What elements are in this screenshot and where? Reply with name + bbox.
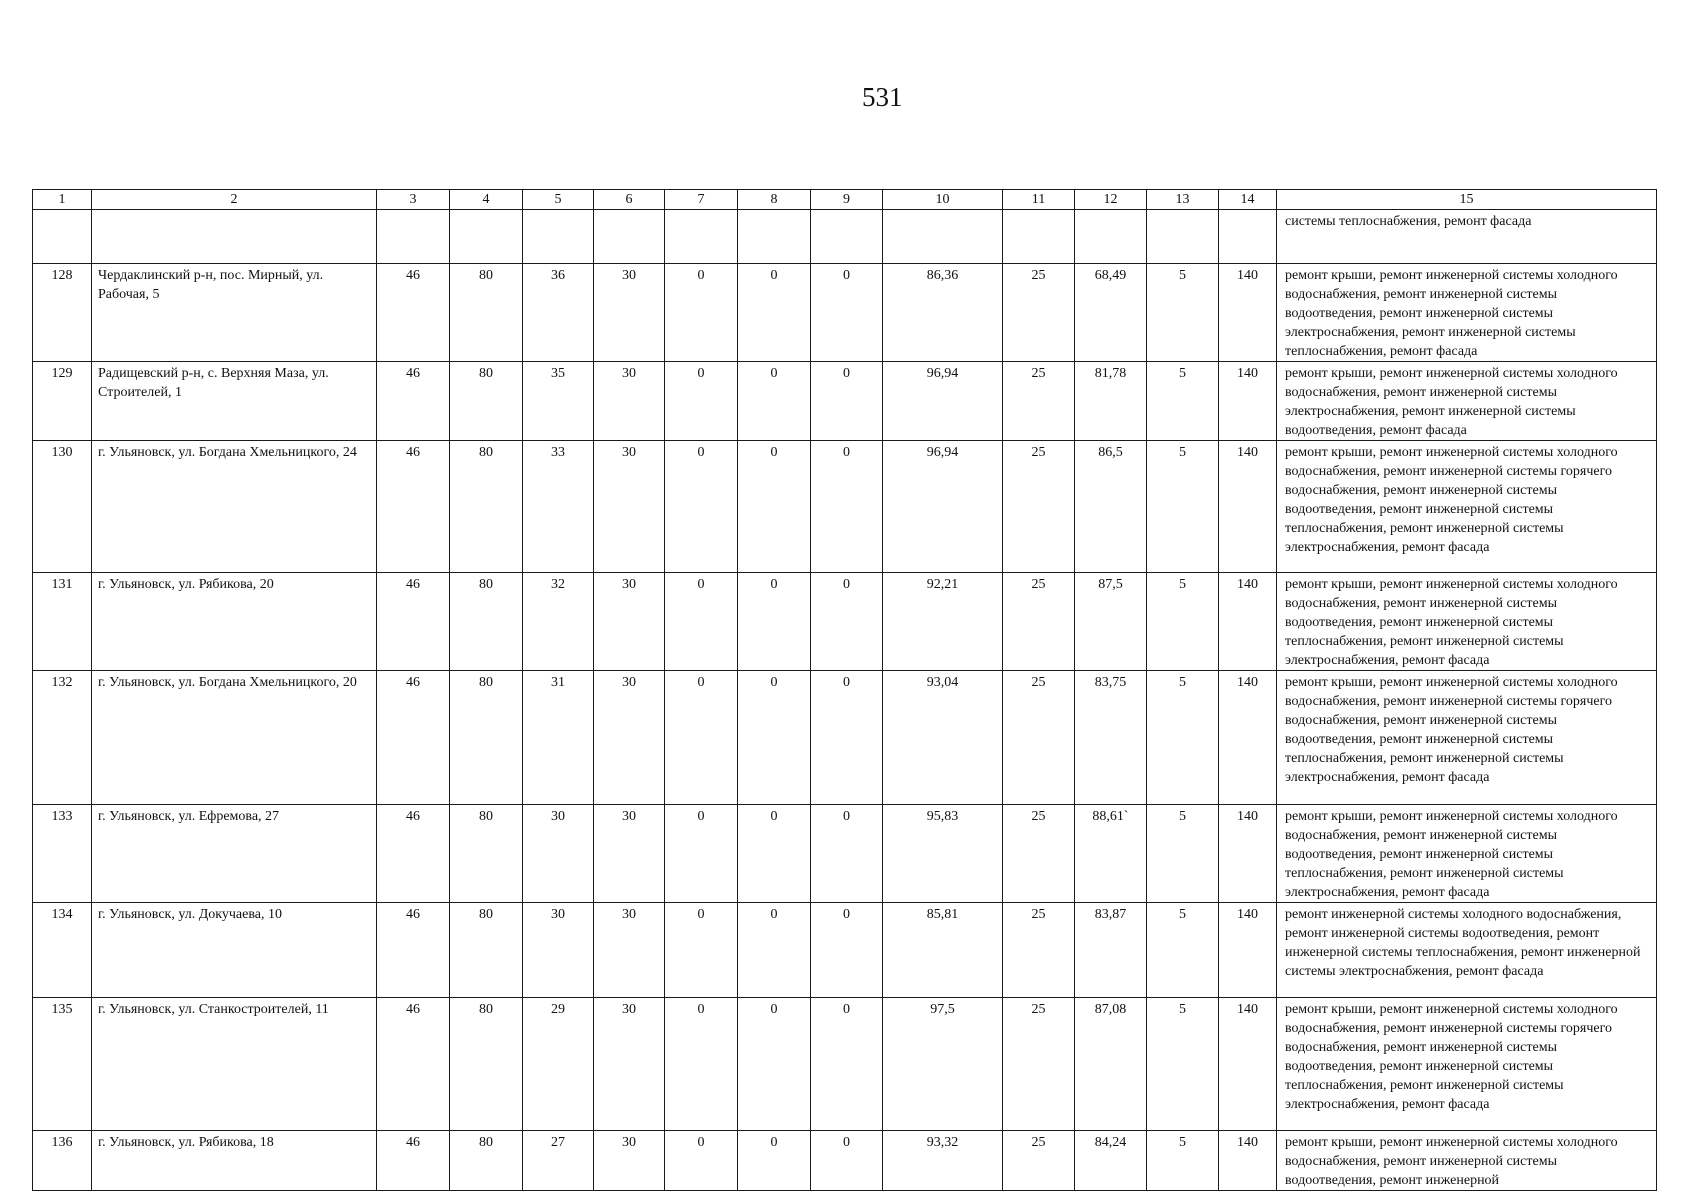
- value-cell: 30: [523, 805, 594, 903]
- value-cell: 0: [738, 441, 811, 573]
- value-cell: 25: [1003, 805, 1075, 903]
- value-cell: 0: [811, 805, 883, 903]
- value-cell: 25: [1003, 903, 1075, 998]
- value-cell: 30: [594, 903, 665, 998]
- works-description-cell: ремонт инженерной системы холодного водоснабжения, ремонт инженерной системы водоотведения, ремонт инженерной системы теплоснабжения, ремонт инженерной системы электроснабжения, ремонт фасада: [1277, 903, 1657, 998]
- value-cell: 0: [738, 671, 811, 805]
- value-cell: 0: [665, 441, 738, 573]
- table-row: [33, 805, 1657, 903]
- value-cell: 80: [450, 573, 523, 671]
- column-header-14: 14: [1219, 190, 1277, 210]
- value-cell: 80: [450, 1131, 523, 1191]
- value-cell: 0: [811, 671, 883, 805]
- value-cell: 0: [665, 671, 738, 805]
- value-cell: [1147, 210, 1219, 264]
- value-cell: 0: [811, 573, 883, 671]
- table-row: [33, 210, 1657, 264]
- value-cell: 25: [1003, 264, 1075, 362]
- value-cell: 81,78: [1075, 362, 1147, 441]
- address-cell: г. Ульяновск, ул. Ефремова, 27: [92, 805, 377, 903]
- table-row: [33, 264, 1657, 362]
- works-description-cell: ремонт крыши, ремонт инженерной системы холодного водоснабжения, ремонт инженерной системы водоотведения, ремонт инженерной системы теплоснабжения, ремонт инженерной системы электроснабжения, ремонт фасада: [1277, 805, 1657, 903]
- value-cell: 80: [450, 805, 523, 903]
- value-cell: 25: [1003, 362, 1075, 441]
- value-cell: 0: [738, 998, 811, 1131]
- value-cell: 46: [377, 903, 450, 998]
- value-cell: [1075, 210, 1147, 264]
- value-cell: 86,36: [883, 264, 1003, 362]
- value-cell: [377, 210, 450, 264]
- value-cell: 0: [665, 998, 738, 1131]
- value-cell: 83,75: [1075, 671, 1147, 805]
- column-header-4: 4: [450, 190, 523, 210]
- value-cell: 30: [594, 805, 665, 903]
- value-cell: 80: [450, 998, 523, 1131]
- column-header-2: 2: [92, 190, 377, 210]
- value-cell: 0: [738, 903, 811, 998]
- value-cell: 68,49: [1075, 264, 1147, 362]
- value-cell: [523, 210, 594, 264]
- works-description-cell: ремонт крыши, ремонт инженерной системы холодного водоснабжения, ремонт инженерной системы водоотведения, ремонт инженерной: [1277, 1131, 1657, 1191]
- value-cell: 80: [450, 671, 523, 805]
- value-cell: 80: [450, 903, 523, 998]
- value-cell: [665, 210, 738, 264]
- value-cell: 30: [594, 264, 665, 362]
- works-description-cell: ремонт крыши, ремонт инженерной системы холодного водоснабжения, ремонт инженерной системы электроснабжения, ремонт инженерной системы водоотведения, ремонт фасада: [1277, 362, 1657, 441]
- value-cell: 0: [738, 1131, 811, 1191]
- value-cell: 46: [377, 671, 450, 805]
- column-header-7: 7: [665, 190, 738, 210]
- value-cell: 96,94: [883, 441, 1003, 573]
- value-cell: 5: [1147, 805, 1219, 903]
- value-cell: 140: [1219, 441, 1277, 573]
- column-header-1: 1: [33, 190, 92, 210]
- works-description-cell: системы теплоснабжения, ремонт фасада: [1277, 210, 1657, 264]
- table-row: [33, 903, 1657, 998]
- column-header-3: 3: [377, 190, 450, 210]
- value-cell: [811, 210, 883, 264]
- value-cell: 0: [811, 362, 883, 441]
- row-number-cell: 131: [33, 573, 92, 671]
- value-cell: 85,81: [883, 903, 1003, 998]
- works-description-cell: ремонт крыши, ремонт инженерной системы холодного водоснабжения, ремонт инженерной системы водоотведения, ремонт инженерной системы электроснабжения, ремонт инженерной системы теплоснабжения, ремонт фасада: [1277, 264, 1657, 362]
- value-cell: 46: [377, 441, 450, 573]
- value-cell: 30: [594, 998, 665, 1131]
- value-cell: [1003, 210, 1075, 264]
- address-cell: г. Ульяновск, ул. Рябикова, 18: [92, 1131, 377, 1191]
- value-cell: 25: [1003, 573, 1075, 671]
- value-cell: 0: [811, 441, 883, 573]
- row-number-cell: 132: [33, 671, 92, 805]
- value-cell: 0: [665, 573, 738, 671]
- row-number-cell: 136: [33, 1131, 92, 1191]
- value-cell: 80: [450, 441, 523, 573]
- table-row: [33, 441, 1657, 573]
- header-row: [33, 190, 1657, 210]
- row-number-cell: 134: [33, 903, 92, 998]
- value-cell: 84,24: [1075, 1131, 1147, 1191]
- value-cell: [738, 210, 811, 264]
- value-cell: 30: [594, 573, 665, 671]
- value-cell: 92,21: [883, 573, 1003, 671]
- address-cell: [92, 210, 377, 264]
- column-header-6: 6: [594, 190, 665, 210]
- value-cell: 0: [665, 264, 738, 362]
- value-cell: 35: [523, 362, 594, 441]
- value-cell: 0: [665, 1131, 738, 1191]
- column-header-8: 8: [738, 190, 811, 210]
- value-cell: 46: [377, 1131, 450, 1191]
- value-cell: 80: [450, 362, 523, 441]
- value-cell: 140: [1219, 1131, 1277, 1191]
- value-cell: 140: [1219, 998, 1277, 1131]
- value-cell: 30: [594, 671, 665, 805]
- value-cell: 46: [377, 362, 450, 441]
- table-row: [33, 1131, 1657, 1191]
- row-number-cell: 133: [33, 805, 92, 903]
- value-cell: 36: [523, 264, 594, 362]
- row-number-cell: 135: [33, 998, 92, 1131]
- value-cell: 97,5: [883, 998, 1003, 1131]
- address-cell: г. Ульяновск, ул. Станкостроителей, 11: [92, 998, 377, 1131]
- data-table: [32, 189, 1657, 1191]
- value-cell: 140: [1219, 362, 1277, 441]
- value-cell: 88,61`: [1075, 805, 1147, 903]
- value-cell: 140: [1219, 671, 1277, 805]
- row-number-cell: [33, 210, 92, 264]
- value-cell: [1219, 210, 1277, 264]
- value-cell: 30: [594, 1131, 665, 1191]
- column-header-12: 12: [1075, 190, 1147, 210]
- value-cell: 5: [1147, 671, 1219, 805]
- table-row: [33, 362, 1657, 441]
- value-cell: 25: [1003, 998, 1075, 1131]
- value-cell: 96,94: [883, 362, 1003, 441]
- value-cell: 0: [811, 264, 883, 362]
- works-description-cell: ремонт крыши, ремонт инженерной системы холодного водоснабжения, ремонт инженерной системы водоотведения, ремонт инженерной системы теплоснабжения, ремонт инженерной системы электроснабжения, ремонт фасада: [1277, 573, 1657, 671]
- value-cell: 93,04: [883, 671, 1003, 805]
- value-cell: [450, 210, 523, 264]
- value-cell: 0: [811, 903, 883, 998]
- value-cell: 5: [1147, 903, 1219, 998]
- page-number: 531: [862, 82, 903, 112]
- row-number-cell: 130: [33, 441, 92, 573]
- value-cell: 93,32: [883, 1131, 1003, 1191]
- address-cell: г. Ульяновск, ул. Докучаева, 10: [92, 903, 377, 998]
- value-cell: 0: [738, 573, 811, 671]
- address-cell: Чердаклинский р-н, пос. Мирный, ул. Рабочая, 5: [92, 264, 377, 362]
- value-cell: 29: [523, 998, 594, 1131]
- value-cell: 30: [594, 441, 665, 573]
- column-header-5: 5: [523, 190, 594, 210]
- works-description-cell: ремонт крыши, ремонт инженерной системы холодного водоснабжения, ремонт инженерной системы горячего водоснабжения, ремонт инженерной системы водоотведения, ремонт инженерной системы теплоснабжения, ремонт инженерной системы электроснабжения, ремонт фасада: [1277, 441, 1657, 573]
- column-header-15: 15: [1277, 190, 1657, 210]
- table-row: [33, 573, 1657, 671]
- value-cell: 80: [450, 264, 523, 362]
- value-cell: 87,08: [1075, 998, 1147, 1131]
- value-cell: 0: [738, 264, 811, 362]
- value-cell: 30: [594, 362, 665, 441]
- table-row: [33, 671, 1657, 805]
- value-cell: 140: [1219, 805, 1277, 903]
- address-cell: Радищевский р-н, с. Верхняя Маза, ул. Строителей, 1: [92, 362, 377, 441]
- value-cell: 0: [738, 805, 811, 903]
- address-cell: г. Ульяновск, ул. Рябикова, 20: [92, 573, 377, 671]
- address-cell: г. Ульяновск, ул. Богдана Хмельницкого, 24: [92, 441, 377, 573]
- column-header-10: 10: [883, 190, 1003, 210]
- value-cell: 25: [1003, 671, 1075, 805]
- value-cell: 87,5: [1075, 573, 1147, 671]
- column-header-11: 11: [1003, 190, 1075, 210]
- value-cell: 46: [377, 998, 450, 1131]
- value-cell: [883, 210, 1003, 264]
- row-number-cell: 129: [33, 362, 92, 441]
- table-body: [33, 190, 1657, 1191]
- works-description-cell: ремонт крыши, ремонт инженерной системы холодного водоснабжения, ремонт инженерной системы горячего водоснабжения, ремонт инженерной системы водоотведения, ремонт инженерной системы теплоснабжения, ремонт инженерной системы электроснабжения, ремонт фасада: [1277, 998, 1657, 1131]
- value-cell: 31: [523, 671, 594, 805]
- value-cell: 0: [738, 362, 811, 441]
- table-row: [33, 998, 1657, 1131]
- value-cell: 0: [811, 998, 883, 1131]
- value-cell: 86,5: [1075, 441, 1147, 573]
- value-cell: 5: [1147, 1131, 1219, 1191]
- value-cell: 25: [1003, 441, 1075, 573]
- value-cell: 5: [1147, 573, 1219, 671]
- value-cell: 140: [1219, 573, 1277, 671]
- value-cell: 30: [523, 903, 594, 998]
- value-cell: 32: [523, 573, 594, 671]
- value-cell: [594, 210, 665, 264]
- value-cell: 140: [1219, 264, 1277, 362]
- row-number-cell: 128: [33, 264, 92, 362]
- value-cell: 46: [377, 805, 450, 903]
- value-cell: 5: [1147, 998, 1219, 1131]
- value-cell: 5: [1147, 362, 1219, 441]
- value-cell: 33: [523, 441, 594, 573]
- value-cell: 0: [665, 805, 738, 903]
- value-cell: 0: [665, 903, 738, 998]
- column-header-13: 13: [1147, 190, 1219, 210]
- address-cell: г. Ульяновск, ул. Богдана Хмельницкого, 20: [92, 671, 377, 805]
- value-cell: 27: [523, 1131, 594, 1191]
- column-header-9: 9: [811, 190, 883, 210]
- value-cell: 5: [1147, 264, 1219, 362]
- value-cell: 83,87: [1075, 903, 1147, 998]
- value-cell: 0: [665, 362, 738, 441]
- value-cell: 140: [1219, 903, 1277, 998]
- value-cell: 5: [1147, 441, 1219, 573]
- value-cell: 25: [1003, 1131, 1075, 1191]
- value-cell: 0: [811, 1131, 883, 1191]
- value-cell: 46: [377, 264, 450, 362]
- value-cell: 46: [377, 573, 450, 671]
- works-description-cell: ремонт крыши, ремонт инженерной системы холодного водоснабжения, ремонт инженерной системы горячего водоснабжения, ремонт инженерной системы водоотведения, ремонт инженерной системы теплоснабжения, ремонт инженерной системы электроснабжения, ремонт фасада: [1277, 671, 1657, 805]
- value-cell: 95,83: [883, 805, 1003, 903]
